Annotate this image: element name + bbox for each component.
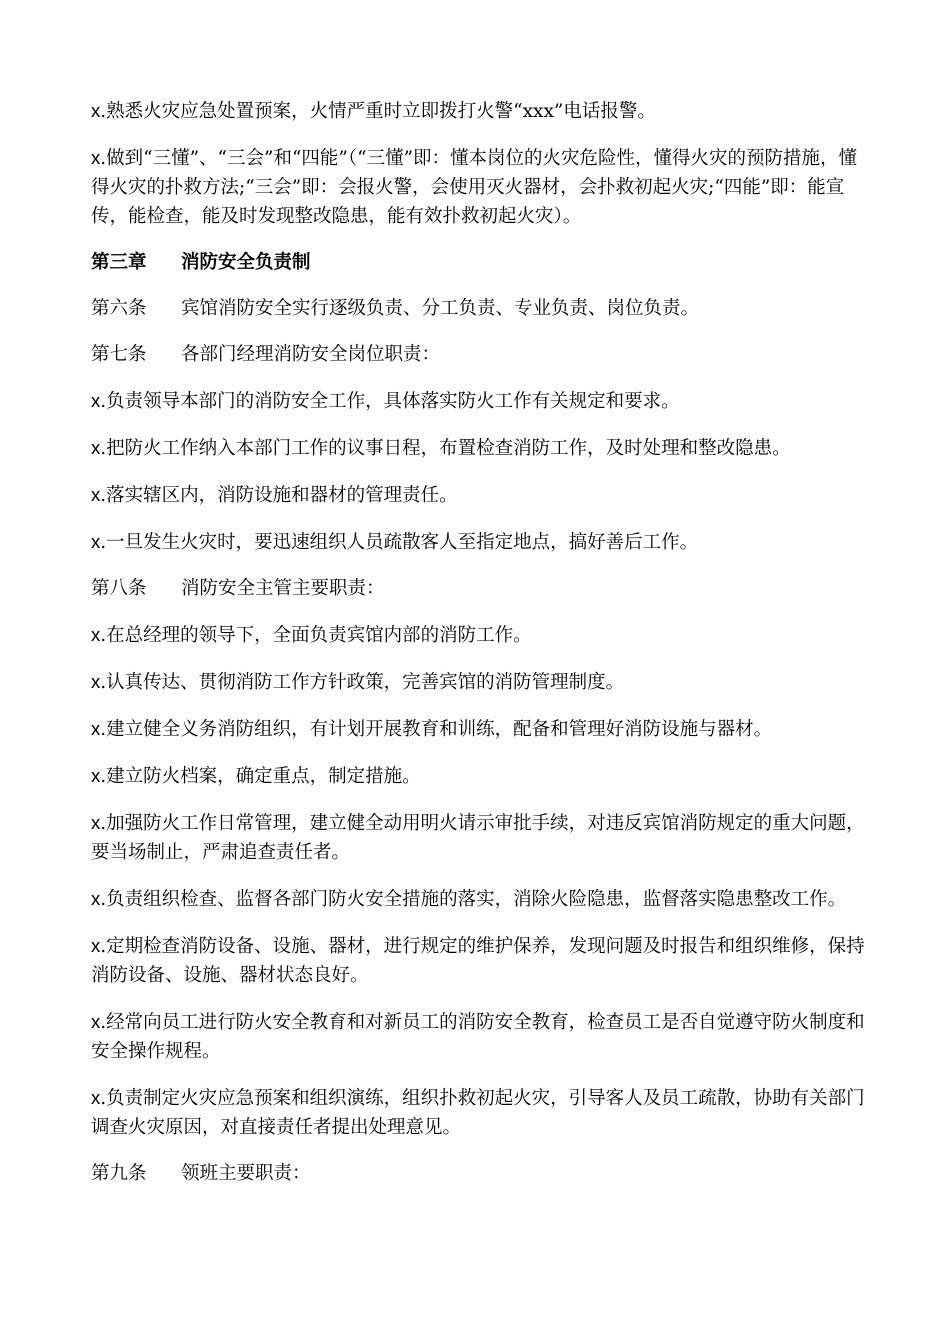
article-paragraph: 第七条 各部门经理消防安全岗位职责：: [91, 344, 441, 365]
paragraph-item: x.在总经理的领导下，全面负责宾馆内部的消防工作。: [91, 624, 532, 646]
paragraph-item: x.一旦发生火灾时，要迅速组织人员疏散客人至指定地点，搞好善后工作。: [91, 531, 699, 553]
paragraph-item: x.加强防火工作日常管理，建立健全动用明火请示审批手续，对违反宾馆消防规定的重大问题，要当场制止，严肃追查责任者。: [91, 812, 865, 863]
paragraph-item: x.落实辖区内，消防设施和器材的管理责任。: [91, 484, 458, 506]
paragraph-item: x.经常向员工进行防火安全教育和对新员工的消防安全教育，检查员工是否自觉遵守防火制度和安全操作规程。: [91, 1011, 865, 1062]
paragraph-item: x.把防火工作纳入本部门工作的议事日程，布置检查消防工作，及时处理和整改隐患。: [91, 437, 791, 459]
article-paragraph: 第九条 领班主要职责：: [91, 1163, 311, 1184]
paragraph-item: x.建立健全义务消防组织，有计划开展教育和训练，配备和管理好消防设施与器材。: [91, 718, 773, 740]
chapter-heading: 第三章 消防安全负责制: [91, 252, 311, 273]
article-paragraph: 第八条 消防安全主管主要职责：: [91, 578, 385, 599]
paragraph-item: x.熟悉火灾应急处置预案，火情严重时立即拨打火警“xxx”电话报警。: [91, 100, 656, 122]
paragraph-item: x.负责组织检查、监督各部门防火安全措施的落实，消除火险隐患，监督落实隐患整改工作。: [91, 888, 847, 910]
paragraph-item: x.负责领导本部门的消防安全工作，具体落实防火工作有关规定和要求。: [91, 390, 680, 412]
document-page: [91, 96, 871, 1205]
paragraph-item: x.负责制定火灾应急预案和组织演练，组织扑救初起火灾，引导客人及员工疏散，协助有关部门调查火灾原因，对直接责任者提出处理意见。: [91, 1087, 865, 1138]
paragraph-item: x.做到“三懂”、“三会”和“四能”（“三懂”即：懂本岗位的火灾危险性，懂得火灾的预防措施，懂得火灾的扑救方法;“三会”即：会报火警，会使用灭火器材，会扑救初起火灾;“四能”即：能宣传，能检查，能及时发现整改隐患，能有效扑救初起火灾）。: [91, 147, 858, 227]
paragraph-item: x.认真传达、贯彻消防工作方针政策，完善宾馆的消防管理制度。: [91, 671, 625, 693]
paragraph-item: x.定期检查消防设备、设施、器材，进行规定的维护保养，发现问题及时报告和组织维修，保持消防设备、设施、器材状态良好。: [91, 935, 865, 986]
article-paragraph: 第六条 宾馆消防安全实行逐级负责、分工负责、专业负责、岗位负责。: [91, 298, 700, 319]
paragraph-item: x.建立防火档案，确定重点，制定措施。: [91, 765, 421, 787]
